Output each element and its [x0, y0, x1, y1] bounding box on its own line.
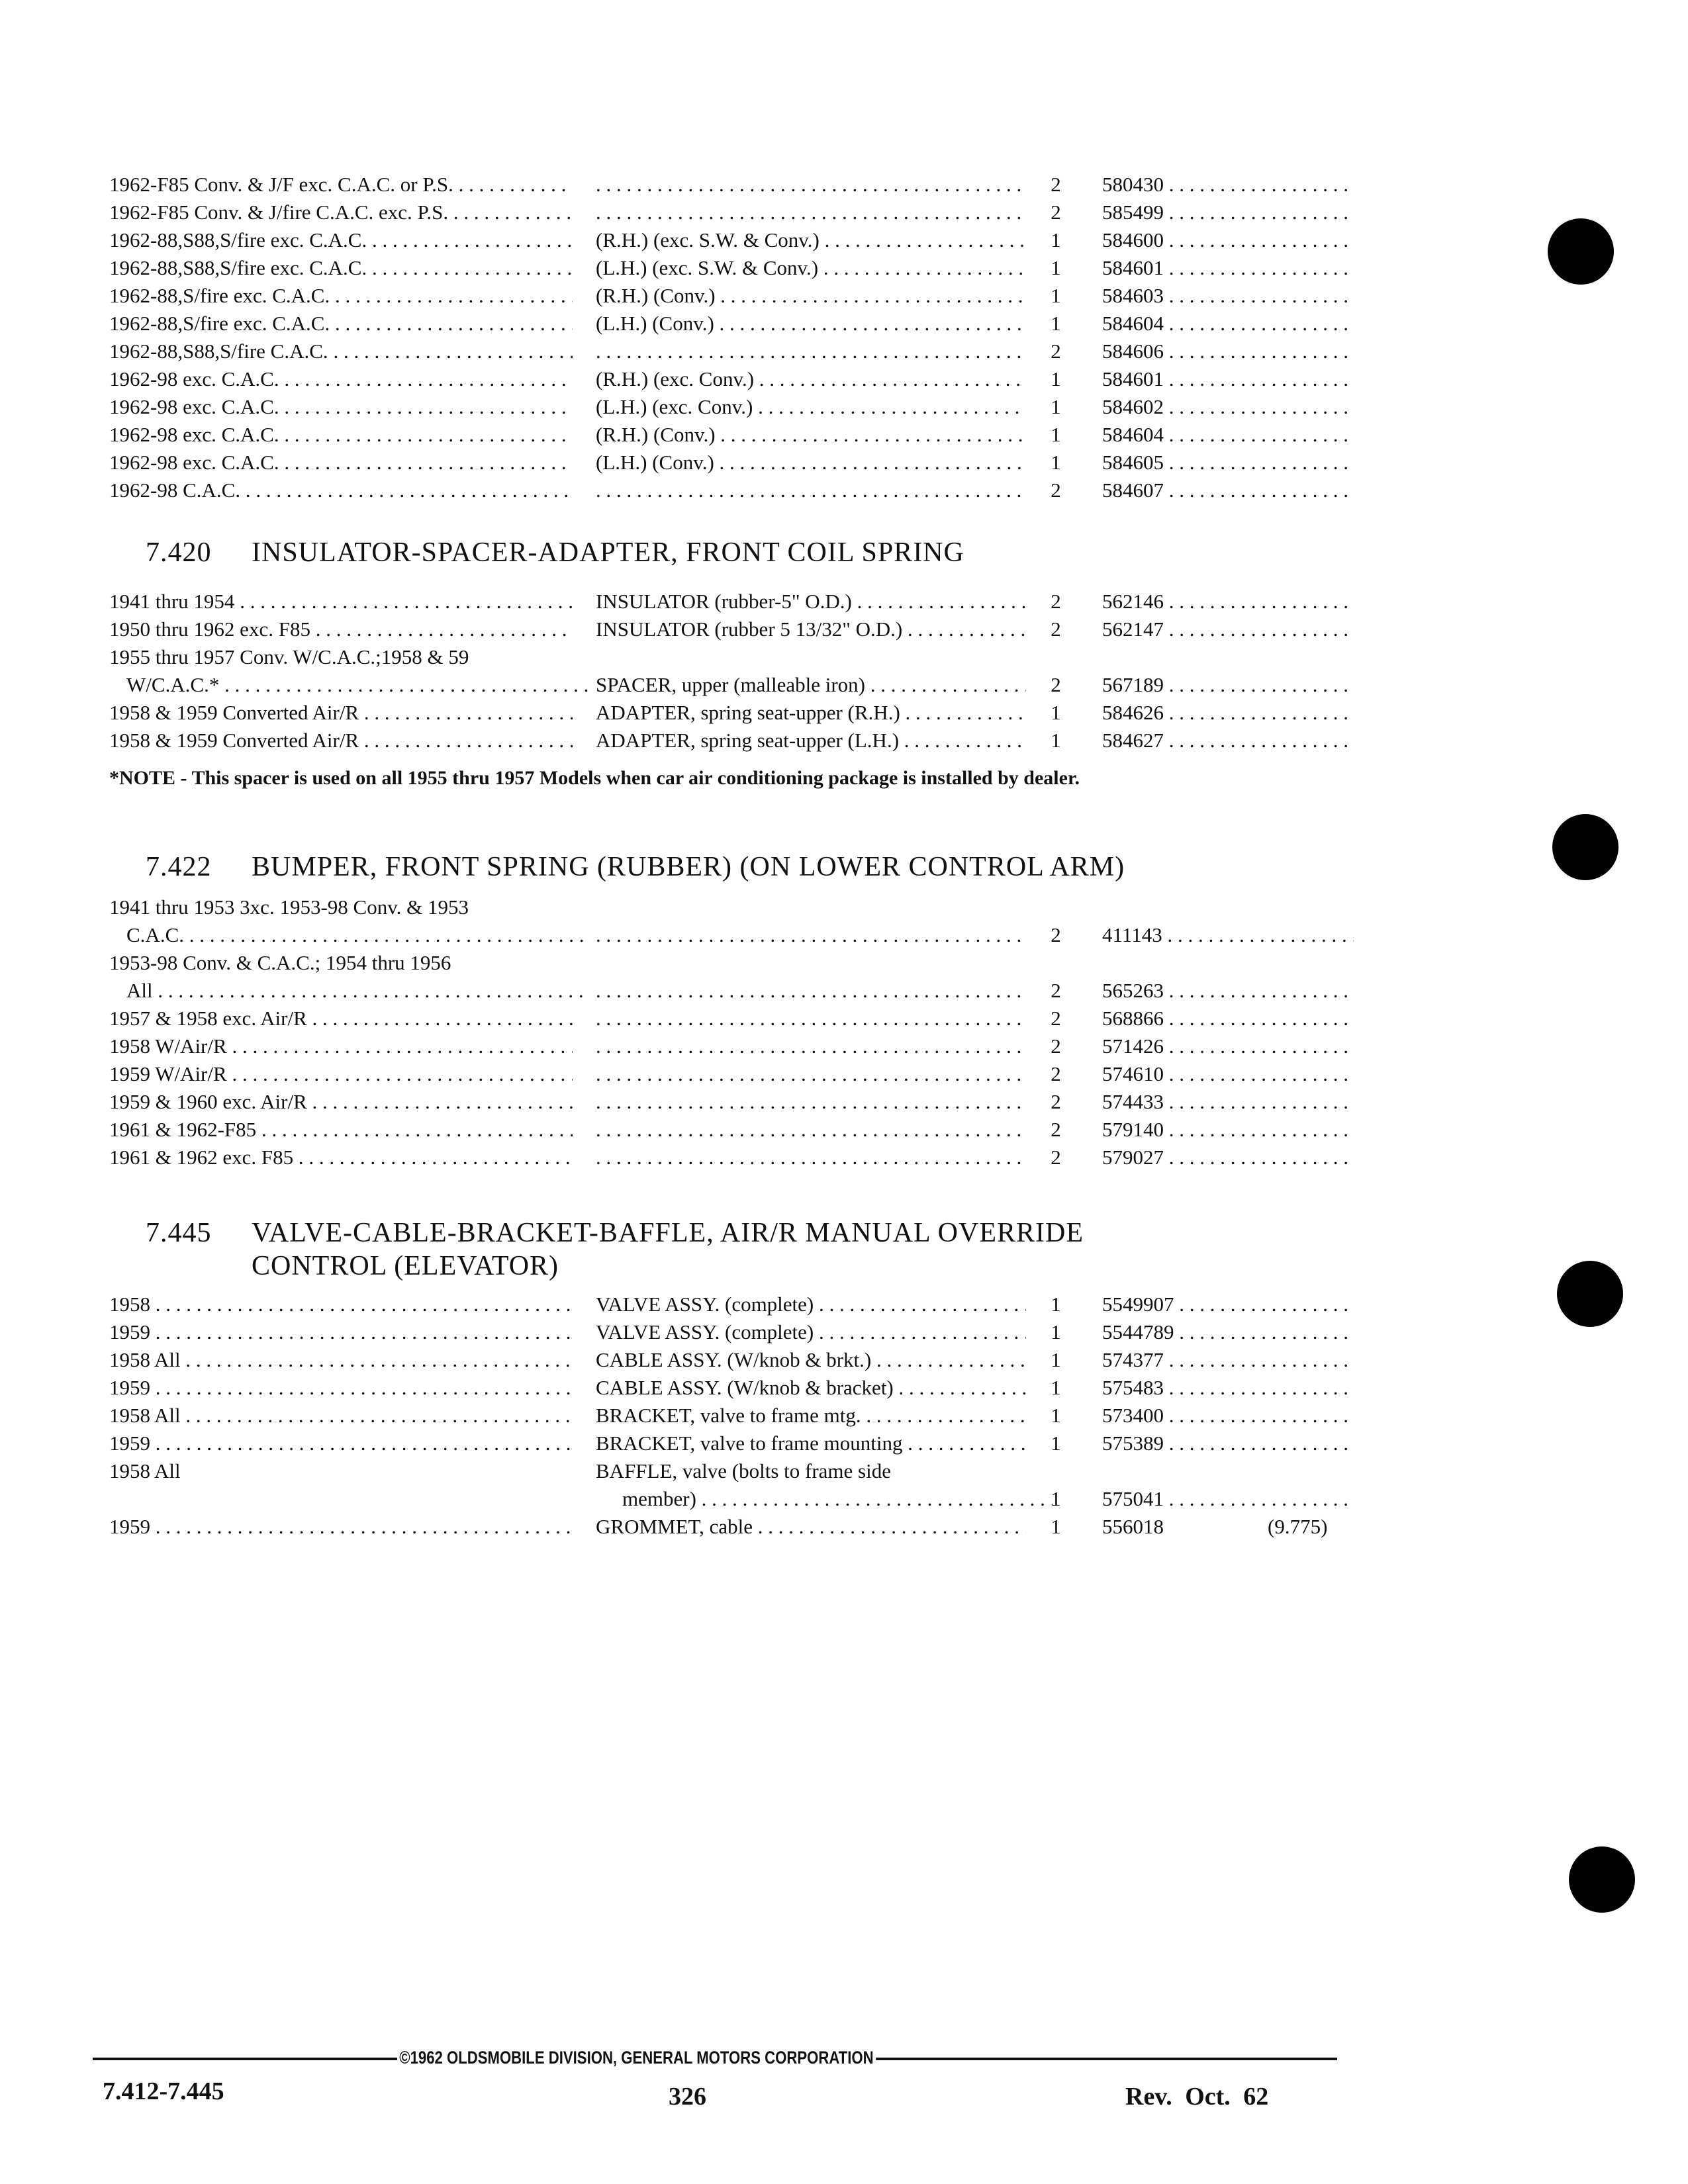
- part-number: 575389: [1102, 1432, 1164, 1455]
- section-heading-7445: [146, 1216, 1084, 1283]
- description-cell: (L.H.) (exc. Conv.) . . .: [596, 393, 1026, 421]
- footer-copyright: ©1962 OLDSMOBILE DIVISION, GENERAL MOTORS CORPORATION: [397, 2046, 876, 2069]
- section-title: INSULATOR-SPACER-ADAPTER, FRONT COIL SPRING: [252, 537, 964, 568]
- quantity-cell: 2: [1051, 923, 1061, 946]
- application-cell: 1959 . . .: [109, 1430, 573, 1457]
- part-number: 567189: [1102, 673, 1164, 696]
- table-row: [109, 310, 1354, 338]
- application-cell: All . . .: [109, 977, 590, 1005]
- table-row: [109, 449, 1354, 477]
- description-cell: ADAPTER, spring seat-upper (L.H.) . . .: [596, 727, 1026, 754]
- application-cell: 1961 & 1962 exc. F85 . . .: [109, 1144, 573, 1171]
- table-row: [109, 171, 1354, 199]
- part-number: 584601: [1102, 256, 1164, 279]
- quantity-cell: 1: [1051, 228, 1061, 251]
- table-row: [109, 1005, 1354, 1032]
- quantity-cell: 1: [1051, 1376, 1061, 1399]
- description-cell: VALVE ASSY. (complete) . . .: [596, 1291, 1026, 1318]
- description-cell: INSULATOR (rubber-5" O.D.) . . .: [596, 588, 1026, 615]
- table-row: [109, 1088, 1354, 1116]
- application-cell: 1962-88,S/fire exc. C.A.C. . . .: [109, 282, 573, 310]
- quantity-cell: 1: [1051, 729, 1061, 752]
- quantity-cell: 1: [1051, 284, 1061, 307]
- part-number: 584605: [1102, 451, 1164, 474]
- quantity-cell: 1: [1051, 701, 1061, 724]
- table-row: [109, 1144, 1354, 1171]
- part-number-cell: [1102, 588, 1354, 615]
- part-number: 575041: [1102, 1487, 1164, 1510]
- part-number: 562147: [1102, 617, 1164, 641]
- footer-section-range: 7.412-7.445: [103, 2077, 224, 2105]
- table-row: [109, 199, 1354, 226]
- quantity-cell: 1: [1051, 1404, 1061, 1427]
- part-number: 562146: [1102, 590, 1164, 613]
- description-cell: [596, 171, 1026, 199]
- description-cell: [596, 1088, 1026, 1116]
- price-reference: (9.775): [1268, 1515, 1328, 1538]
- table-row: [109, 1457, 1354, 1485]
- part-number-cell: [1102, 615, 1354, 643]
- description-cell: GROMMET, cable . . .: [596, 1513, 1026, 1541]
- part-number-cell: [1102, 699, 1354, 727]
- part-number: 584627: [1102, 729, 1164, 752]
- description-cell: [596, 199, 1026, 226]
- application-cell: 1959 W/Air/R . . .: [109, 1060, 573, 1088]
- table-row: [109, 1485, 1354, 1513]
- part-number-cell: [1102, 1032, 1354, 1060]
- part-number: 580430: [1102, 173, 1164, 196]
- part-number: 584600: [1102, 228, 1164, 251]
- section-heading-7420: [146, 536, 964, 569]
- quantity-cell: 2: [1051, 1146, 1061, 1169]
- part-number: 575483: [1102, 1376, 1164, 1399]
- description-cell: CABLE ASSY. (W/knob & brkt.) . . .: [596, 1346, 1026, 1374]
- description-cell: (R.H.) (Conv.) . . .: [596, 421, 1026, 449]
- binder-hole: [1548, 218, 1614, 285]
- section-number: 7.420: [146, 537, 212, 568]
- part-number-cell: [1102, 727, 1354, 754]
- page-number: 326: [669, 2083, 706, 2111]
- quantity-cell: 1: [1051, 256, 1061, 279]
- application-cell: 1958 . . .: [109, 1291, 573, 1318]
- part-number: 574610: [1102, 1062, 1164, 1085]
- part-number: 568866: [1102, 1007, 1164, 1030]
- application-cell: 1962-88,S88,S/fire exc. C.A.C. . . .: [109, 254, 573, 282]
- description-cell: [596, 1116, 1026, 1144]
- description-cell: (R.H.) (exc. S.W. & Conv.) . . .: [596, 226, 1026, 254]
- application-cell: 1962-F85 Conv. & J/F exc. C.A.C. or P.S. . . .: [109, 171, 573, 199]
- footnote: *NOTE - This spacer is used on all 1955 thru 1957 Models when car air conditioning package is installed by dealer.: [109, 767, 1080, 789]
- application-cell: 1959 & 1960 exc. Air/R . . .: [109, 1088, 573, 1116]
- quantity-cell: 2: [1051, 1062, 1061, 1085]
- part-number: 571426: [1102, 1034, 1164, 1058]
- table-row: [109, 1291, 1354, 1318]
- part-number-cell: [1102, 1374, 1354, 1402]
- part-number: 574377: [1102, 1348, 1164, 1371]
- table-row: [109, 1374, 1354, 1402]
- application-cell: 1958 All . . .: [109, 1346, 573, 1374]
- part-number-cell: [1102, 199, 1354, 226]
- quantity-cell: 2: [1051, 1090, 1061, 1113]
- description-cell: (R.H.) (Conv.) . . .: [596, 282, 1026, 310]
- quantity-cell: 2: [1051, 617, 1061, 641]
- part-number: 565263: [1102, 979, 1164, 1002]
- part-number-cell: [1102, 921, 1354, 949]
- quantity-cell: 1: [1051, 1348, 1061, 1371]
- section-title: BUMPER, FRONT SPRING (RUBBER) (ON LOWER CONTROL ARM): [252, 852, 1125, 882]
- part-number-cell: [1102, 1318, 1354, 1346]
- quantity-cell: 1: [1051, 312, 1061, 335]
- application-cell: 1962-98 C.A.C. . . .: [109, 477, 573, 504]
- description-cell: VALVE ASSY. (complete) . . .: [596, 1318, 1026, 1346]
- description-cell: [596, 1144, 1026, 1171]
- description-cell: SPACER, upper (malleable iron) . . .: [596, 671, 1026, 699]
- part-number: 584606: [1102, 340, 1164, 363]
- application-cell: 1962-98 exc. C.A.C. . . .: [109, 393, 573, 421]
- part-number: 573400: [1102, 1404, 1164, 1427]
- table-row: [109, 1346, 1354, 1374]
- description-cell: (R.H.) (exc. Conv.) . . .: [596, 365, 1026, 393]
- quantity-cell: 2: [1051, 1034, 1061, 1058]
- quantity-cell: 1: [1051, 1293, 1061, 1316]
- application-cell: 1962-88,S88,S/fire exc. C.A.C. . . .: [109, 226, 573, 254]
- quantity-cell: 2: [1051, 478, 1061, 502]
- quantity-cell: 1: [1051, 1432, 1061, 1455]
- quantity-cell: 1: [1051, 1515, 1061, 1538]
- description-cell: [596, 1060, 1026, 1088]
- description-cell: [596, 1005, 1026, 1032]
- table-row: [109, 421, 1354, 449]
- part-number: 584601: [1102, 367, 1164, 390]
- table-row: [109, 1430, 1354, 1457]
- application-cell: 1962-98 exc. C.A.C. . . .: [109, 421, 573, 449]
- section-number: 7.445: [146, 1218, 212, 1248]
- description-cell: ADAPTER, spring seat-upper (R.H.) . . .: [596, 699, 1026, 727]
- part-number-cell: [1102, 365, 1354, 393]
- part-number: 584603: [1102, 284, 1164, 307]
- part-number-cell: [1102, 226, 1354, 254]
- application-cell: 1962-F85 Conv. & J/fire C.A.C. exc. P.S. . . .: [109, 199, 573, 226]
- parts-table-continued: [109, 171, 1354, 504]
- part-number: 585499: [1102, 201, 1164, 224]
- binder-hole: [1552, 814, 1618, 880]
- table-row: [109, 921, 1354, 949]
- part-number: 411143: [1102, 923, 1162, 946]
- description-cell: INSULATOR (rubber 5 13/32" O.D.) . . .: [596, 615, 1026, 643]
- section-number: 7.422: [146, 852, 212, 882]
- table-row: [109, 226, 1354, 254]
- application-cell: 1959 . . .: [109, 1513, 573, 1541]
- table-row: [109, 1060, 1354, 1088]
- description-cell: [596, 977, 1026, 1005]
- table-row: [109, 1318, 1354, 1346]
- part-number-cell: [1102, 1144, 1354, 1171]
- table-row: [109, 727, 1354, 754]
- application-cell: 1958 & 1959 Converted Air/R . . .: [109, 727, 573, 754]
- table-row: [109, 1032, 1354, 1060]
- description-cell: CABLE ASSY. (W/knob & bracket) . . .: [596, 1374, 1026, 1402]
- description-cell: member) . . .: [596, 1485, 1053, 1513]
- application-cell: 1958 W/Air/R . . .: [109, 1032, 573, 1060]
- description-cell: [596, 477, 1026, 504]
- quantity-cell: 1: [1051, 367, 1061, 390]
- application-cell: 1950 thru 1962 exc. F85 . . .: [109, 615, 573, 643]
- part-number: 556018: [1102, 1515, 1164, 1538]
- quantity-cell: 2: [1051, 201, 1061, 224]
- description-cell: BRACKET, valve to frame mounting . . .: [596, 1430, 1026, 1457]
- table-row: [109, 282, 1354, 310]
- part-number: 584604: [1102, 423, 1164, 446]
- binder-hole: [1557, 1261, 1623, 1327]
- table-row: [109, 893, 1354, 921]
- part-number: 584607: [1102, 478, 1164, 502]
- description-cell: BRACKET, valve to frame mtg. . . .: [596, 1402, 1026, 1430]
- quantity-cell: 1: [1051, 1487, 1061, 1510]
- table-row: [109, 977, 1354, 1005]
- table-row: [109, 254, 1354, 282]
- table-row: [109, 1116, 1354, 1144]
- quantity-cell: 1: [1051, 451, 1061, 474]
- part-number-cell: [1102, 1346, 1354, 1374]
- table-row: [109, 588, 1354, 615]
- part-number-cell: [1102, 449, 1354, 477]
- section-title-line2: CONTROL (ELEVATOR): [252, 1251, 559, 1281]
- application-cell: 1959 . . .: [109, 1374, 573, 1402]
- quantity-cell: 2: [1051, 1118, 1061, 1141]
- quantity-cell: 2: [1051, 673, 1061, 696]
- table-row: [109, 615, 1354, 643]
- part-number: 584604: [1102, 312, 1164, 335]
- quantity-cell: 2: [1051, 173, 1061, 196]
- part-number-cell: [1102, 171, 1354, 199]
- application-cell: W/C.A.C.* . . .: [109, 671, 590, 699]
- description-cell: (L.H.) (exc. S.W. & Conv.) . . .: [596, 254, 1026, 282]
- section-title: VALVE-CABLE-BRACKET-BAFFLE, AIR/R MANUAL OVERRIDE: [252, 1218, 1084, 1248]
- table-row: [109, 338, 1354, 365]
- part-number-cell: [1102, 254, 1354, 282]
- quantity-cell: 2: [1051, 590, 1061, 613]
- part-number-cell: [1102, 1402, 1354, 1430]
- part-number-cell: [1102, 477, 1354, 504]
- application-cell: 1959 . . .: [109, 1318, 573, 1346]
- table-row: [109, 671, 1354, 699]
- part-number: 579140: [1102, 1118, 1164, 1141]
- quantity-cell: 2: [1051, 979, 1061, 1002]
- part-number-cell: [1102, 1291, 1354, 1318]
- part-number-cell: [1102, 1088, 1354, 1116]
- application-cell: 1958 All . . .: [109, 1402, 573, 1430]
- table-row: [109, 643, 1354, 671]
- part-number: 579027: [1102, 1146, 1164, 1169]
- quantity-cell: 1: [1051, 395, 1061, 418]
- application-cell: 1961 & 1962-F85 . . .: [109, 1116, 573, 1144]
- description-cell: (L.H.) (Conv.) . . .: [596, 310, 1026, 338]
- part-number: 5544789: [1102, 1320, 1174, 1343]
- part-number-cell: [1102, 1513, 1354, 1541]
- part-number-cell: [1102, 282, 1354, 310]
- application-cell: 1955 thru 1957 Conv. W/C.A.C.;1958 & 59: [109, 645, 469, 668]
- quantity-cell: 2: [1051, 1007, 1061, 1030]
- application-cell: 1941 thru 1954 . . .: [109, 588, 573, 615]
- description-cell: (L.H.) (Conv.) . . .: [596, 449, 1026, 477]
- application-cell: 1941 thru 1953 3xc. 1953-98 Conv. & 1953: [109, 895, 469, 919]
- description-cell: BAFFLE, valve (bolts to frame side: [596, 1459, 891, 1482]
- section-heading-7422: [146, 850, 1125, 884]
- quantity-cell: 2: [1051, 340, 1061, 363]
- part-number: 584626: [1102, 701, 1164, 724]
- part-number-cell: [1102, 310, 1354, 338]
- application-cell: 1962-88,S88,S/fire C.A.C. . . .: [109, 338, 573, 365]
- table-row: [109, 477, 1354, 504]
- table-row: [109, 393, 1354, 421]
- application-cell: 1962-98 exc. C.A.C. . . .: [109, 365, 573, 393]
- table-row: [109, 365, 1354, 393]
- part-number-cell: [1102, 1485, 1354, 1513]
- parts-table-7422: [109, 893, 1354, 1171]
- application-cell: 1958 & 1959 Converted Air/R . . .: [109, 699, 573, 727]
- quantity-cell: 1: [1051, 423, 1061, 446]
- part-number-cell: [1102, 421, 1354, 449]
- table-row: [109, 949, 1354, 977]
- part-number-cell: [1102, 671, 1354, 699]
- table-row: [109, 1402, 1354, 1430]
- description-cell: [596, 1032, 1026, 1060]
- application-cell: C.A.C. . . .: [109, 921, 590, 949]
- application-cell: 1962-88,S/fire exc. C.A.C. . . .: [109, 310, 573, 338]
- part-number: 584602: [1102, 395, 1164, 418]
- table-row: [109, 699, 1354, 727]
- parts-table-7445: [109, 1291, 1354, 1541]
- application-cell: 1957 & 1958 exc. Air/R . . .: [109, 1005, 573, 1032]
- revision-date: Rev. Oct. 62: [1125, 2083, 1269, 2111]
- part-number-cell: [1102, 977, 1354, 1005]
- description-cell: [596, 338, 1026, 365]
- part-number-cell: [1102, 393, 1354, 421]
- table-row: [109, 1513, 1354, 1541]
- parts-table-7420: [109, 588, 1354, 754]
- quantity-cell: 1: [1051, 1320, 1061, 1343]
- part-number: 574433: [1102, 1090, 1164, 1113]
- part-number-cell: [1102, 1060, 1354, 1088]
- application-cell: 1958 All: [109, 1459, 181, 1482]
- part-number-cell: [1102, 338, 1354, 365]
- part-number-cell: [1102, 1116, 1354, 1144]
- application-cell: 1962-98 exc. C.A.C. . . .: [109, 449, 573, 477]
- description-cell: [596, 921, 1026, 949]
- part-number: 5549907: [1102, 1293, 1174, 1316]
- application-cell: 1953-98 Conv. & C.A.C.; 1954 thru 1956: [109, 951, 451, 974]
- part-number-cell: [1102, 1005, 1354, 1032]
- part-number-cell: [1102, 1430, 1354, 1457]
- binder-hole: [1569, 1846, 1635, 1913]
